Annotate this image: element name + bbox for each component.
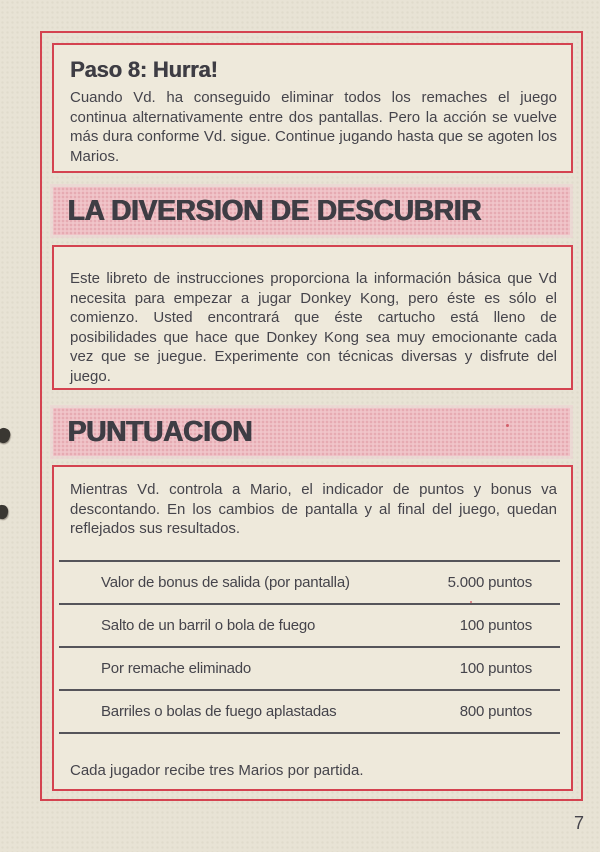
table-row	[59, 605, 560, 648]
score-value: 100 puntos	[459, 660, 532, 677]
page-number: 7	[574, 813, 585, 833]
score-label: Valor de bonus de salida (por pantalla)	[101, 574, 350, 591]
score-table	[59, 560, 560, 734]
score-label: Barriles o bolas de fuego aplastadas	[101, 703, 337, 720]
table-row	[59, 562, 560, 605]
section-paso8	[52, 43, 573, 173]
table-row	[59, 691, 560, 734]
score-value: 800 puntos	[459, 703, 532, 720]
print-speck	[470, 601, 472, 603]
paso8-title: Paso 8: Hurra!	[70, 57, 218, 82]
puntuacion-heading: PUNTUACION	[67, 415, 253, 448]
binding-staple-icon	[0, 504, 9, 520]
diversion-body: Este libreto de instrucciones proporciona la información básica que Vd necesita para empezar a jugar Donkey Kong, pero éste es sólo el comienzo. Usted encontrará que éste cartucho está lleno de posibilidades que hace que Donkey Kong sea muy emocionante cada vez que se juegue. Experimente con técnicas diversas y disfrute del juego.	[70, 270, 557, 385]
puntuacion-note: Cada jugador recibe tres Marios por partida.	[70, 762, 364, 779]
paso8-body: Cuando Vd. ha conseguido eliminar todos los remaches el juego continua alternativamente entre dos pantallas. Pero la acción se vuelve más dura conforme Vd. sigue. Continue jugando hasta que se agoten los Marios.	[70, 89, 557, 165]
banner-diversion	[53, 187, 570, 235]
table-row	[59, 648, 560, 691]
diversion-heading: LA DIVERSION DE DESCUBRIR	[67, 194, 482, 227]
binding-staple-icon	[0, 426, 12, 444]
score-value: 100 puntos	[459, 617, 532, 634]
puntuacion-body: Mientras Vd. controla a Mario, el indicador de puntos y bonus va descontando. En los cambios de pantalla y al final del juego, quedan reflejados sus resultados.	[70, 481, 557, 537]
print-speck	[506, 424, 509, 427]
score-value: 5.000 puntos	[447, 574, 532, 591]
section-puntuacion	[52, 465, 573, 791]
score-label: Salto de un barril o bola de fuego	[101, 617, 316, 634]
section-diversion	[52, 245, 573, 390]
banner-puntuacion	[53, 408, 570, 456]
score-label: Por remache eliminado	[101, 660, 252, 677]
